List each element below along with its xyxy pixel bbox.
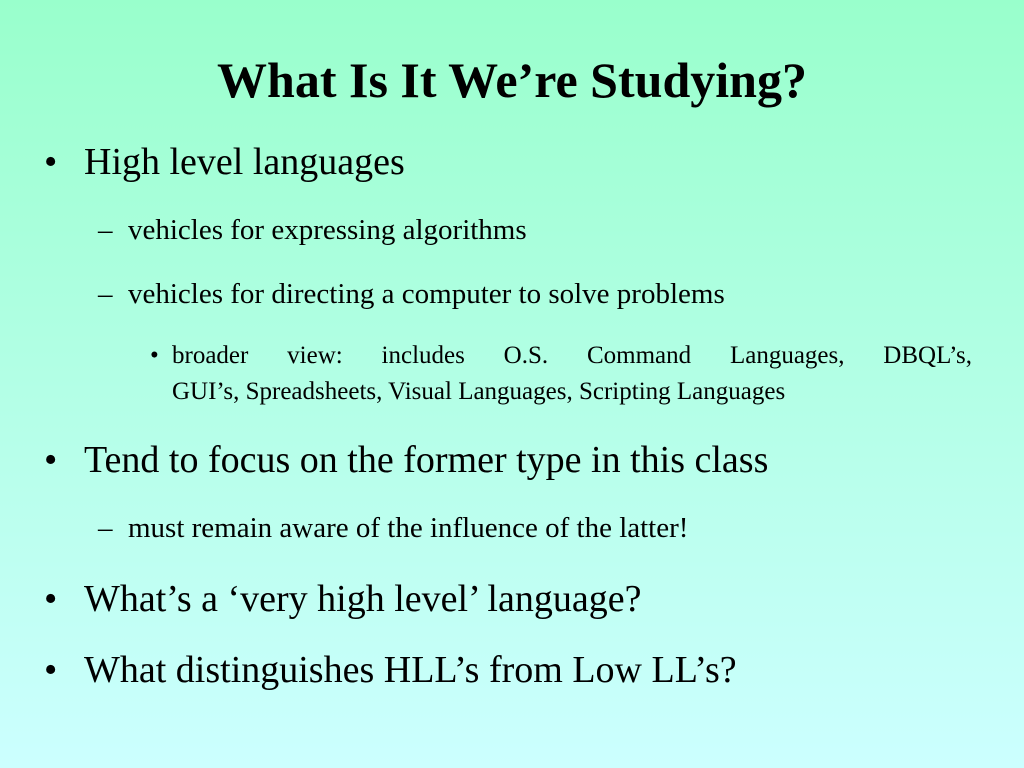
sub-bullet-item [0, 277, 1024, 311]
bullet-item [0, 140, 1024, 184]
bullet-item [0, 648, 1024, 692]
sub-bullet-text: vehicles for directing a computer to solve problems [128, 278, 725, 310]
bullet-icon: • [44, 578, 58, 620]
sub-sub-bullet-text-line-1: broader view: includes O.S. Command Languages, DBQL’s, [172, 342, 972, 369]
bullet-text: What distinguishes HLL’s from Low LL’s? [84, 649, 737, 691]
bullet-item [0, 438, 1024, 482]
dash-icon: – [98, 278, 113, 310]
slide-title: What Is It We’re Studying? [217, 52, 807, 108]
bullet-item [0, 577, 1024, 621]
dash-icon: – [98, 512, 113, 544]
bullet-icon: • [44, 439, 58, 481]
sub-bullet-text: must remain aware of the influence of the latter! [128, 512, 689, 544]
bullet-text: What’s a ‘very high level’ language? [84, 578, 642, 620]
bullet-text: Tend to focus on the former type in this class [84, 439, 769, 481]
dash-icon: – [98, 214, 113, 246]
sub-bullet-item [0, 213, 1024, 247]
sub-bullet-item [0, 511, 1024, 545]
bullet-text: High level languages [84, 141, 405, 183]
bullet-icon: • [150, 342, 159, 369]
sub-sub-bullet-text-line-2: GUI’s, Spreadsheets, Visual Languages, Scripting Languages [172, 378, 786, 405]
sub-bullet-text: vehicles for expressing algorithms [128, 214, 527, 246]
bullet-icon: • [44, 141, 58, 183]
bullet-icon: • [44, 649, 58, 691]
sub-sub-bullet-item [0, 338, 1024, 410]
